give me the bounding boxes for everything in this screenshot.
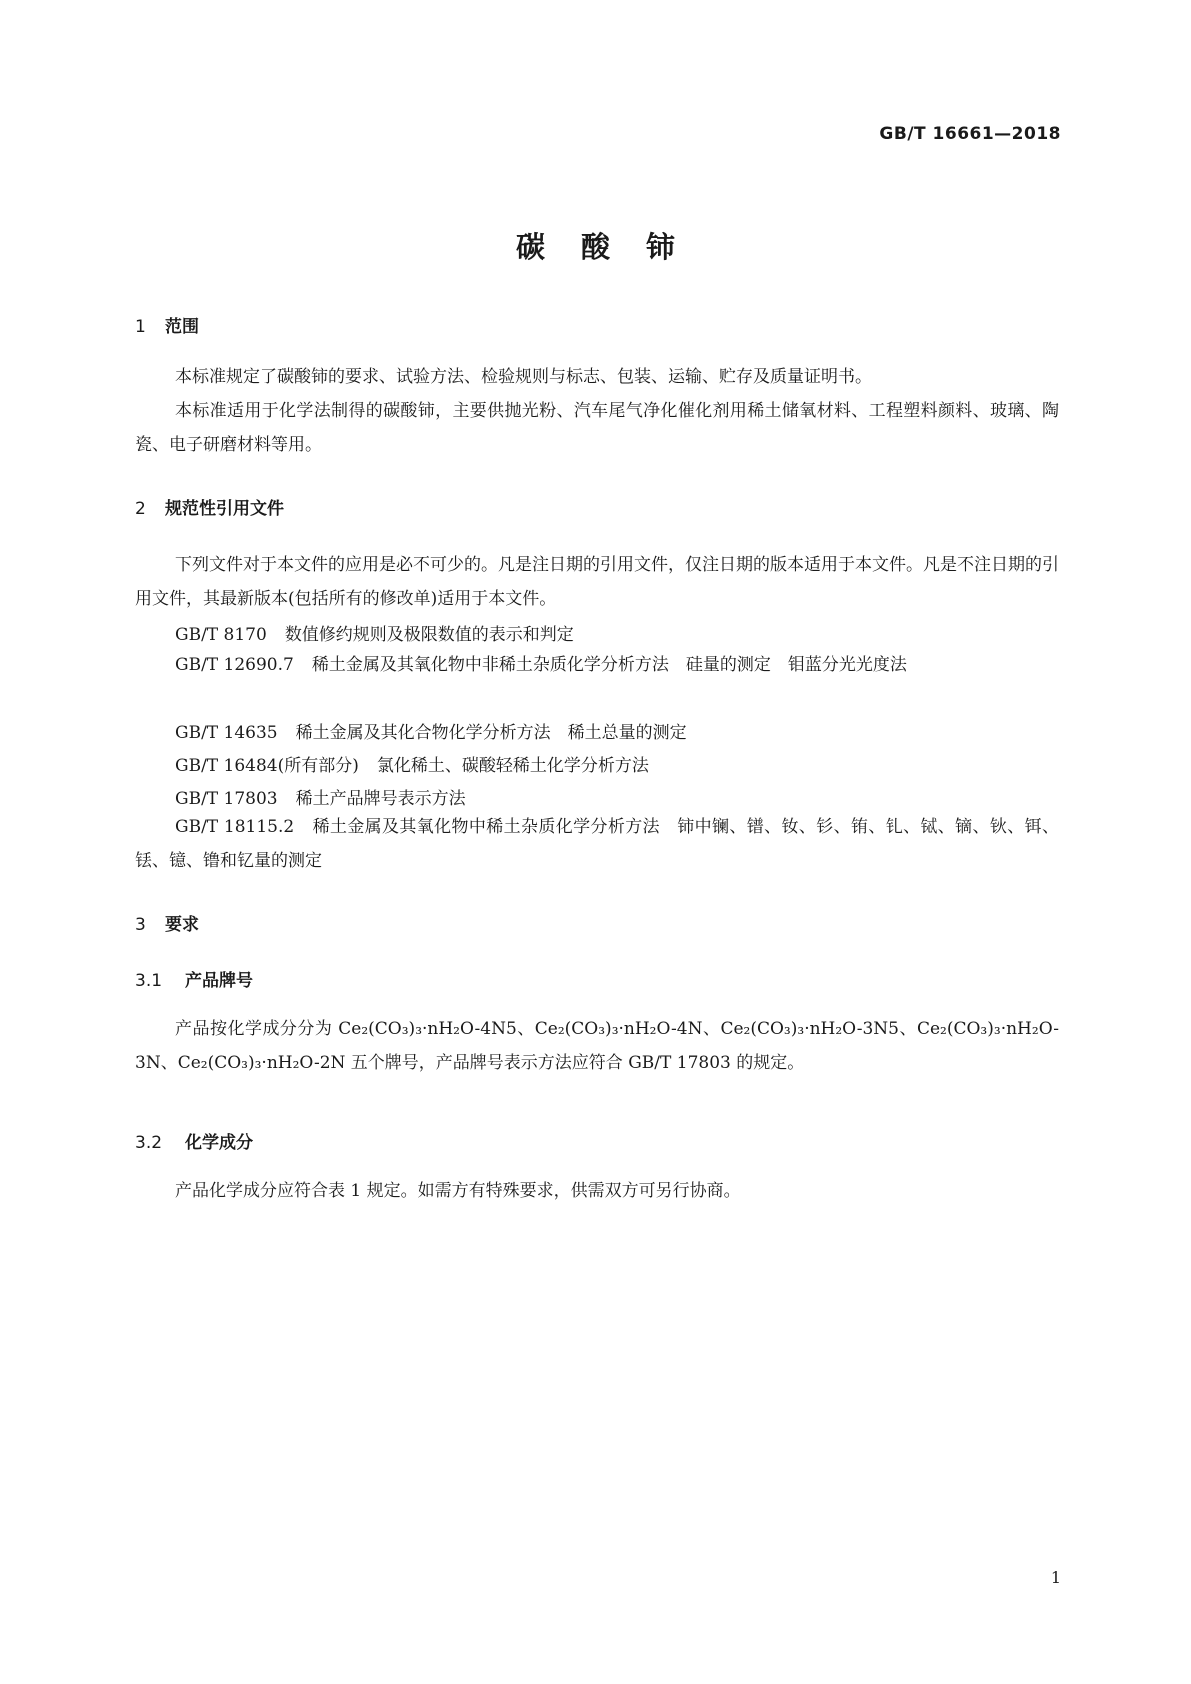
reference-title: 稀土金属及其化合物化学分析方法 稀土总量的测定 [295, 723, 687, 743]
section-number: 3.2 [135, 1133, 163, 1153]
page-number: 1 [1050, 1568, 1061, 1587]
section-title: 规范性引用文件 [165, 499, 284, 519]
section-title: 要求 [165, 915, 199, 935]
section-number: 3 [135, 915, 146, 935]
reference-item [135, 648, 1059, 682]
reference-title: 数值修约规则及极限数值的表示和判定 [284, 625, 574, 645]
reference-item [175, 620, 574, 645]
document-title: 碳酸铈 [515, 230, 711, 264]
section-number: 3.1 [135, 971, 163, 991]
section-2-paragraph-1: 下列文件对于本文件的应用是必不可少的。凡是注日期的引用文件，仅注日期的版本适用于本文件。凡是不注日期的引用文件，其最新版本(包括所有的修改单)适用于本文件。 [135, 555, 1059, 609]
section-title: 范围 [165, 317, 199, 337]
reference-code: GB/T 17803 [175, 789, 278, 809]
section-1-paragraph-2: 本标准适用于化学法制得的碳酸铈，主要供抛光粉、汽车尾气净化催化剂用稀土储氧材料、工程塑料颜料、玻璃、陶瓷、电子研磨材料等用。 [135, 401, 1059, 455]
reference-code: GB/T 14635 [175, 723, 278, 743]
reference-item [175, 751, 649, 776]
section-3-1-heading [135, 966, 253, 991]
reference-title: 氯化稀土、碳酸轻稀土化学分析方法 [376, 756, 649, 776]
section-number: 1 [135, 317, 146, 337]
reference-title: 稀土产品牌号表示方法 [295, 789, 466, 809]
section-3-2-heading [135, 1128, 253, 1153]
reference-item [175, 784, 466, 809]
section-3-heading [135, 910, 199, 935]
reference-title: 稀土金属及其氧化物中非稀土杂质化学分析方法 硅量的测定 钼蓝分光光度法 [311, 655, 907, 675]
reference-code: GB/T 12690.7 [175, 655, 294, 675]
section-number: 2 [135, 499, 146, 519]
reference-code: GB/T 16484(所有部分) [175, 756, 359, 776]
section-3-2-paragraph: 产品化学成分应符合表 1 规定。如需方有特殊要求，供需双方可另行协商。 [175, 1181, 741, 1201]
standard-code: GB/T 16661—2018 [879, 124, 1061, 144]
section-2-heading [135, 494, 284, 519]
reference-item [135, 810, 1059, 878]
section-1-heading [135, 312, 199, 337]
reference-code: GB/T 18115.2 [175, 817, 295, 837]
section-3-1-paragraph: 产品按化学成分分为 Ce₂(CO₃)₃·nH₂O-4N5、Ce₂(CO₃)₃·nH₂O-4N、Ce₂(CO₃)₃·nH₂O-3N5、Ce₂(CO₃)₃·nH₂O-3N、Ce₂(CO₃)₃·nH₂O-2N 五个牌号，产品牌号表示方法应符合 GB/T 17803 的规定。 [135, 1019, 1059, 1073]
reference-title: 稀土金属及其氧化物中稀土杂质化学分析方法 铈中镧、镨、钕、钐、铕、钆、铽、镝、钬、铒、铥、镱、镥和钇量的测定 [135, 817, 1060, 871]
reference-item [175, 718, 687, 743]
reference-code: GB/T 8170 [175, 625, 267, 645]
section-1-paragraph-1: 本标准规定了碳酸铈的要求、试验方法、检验规则与标志、包装、运输、贮存及质量证明书。 [175, 367, 872, 387]
section-title: 化学成分 [185, 1133, 253, 1153]
section-title: 产品牌号 [185, 971, 253, 991]
